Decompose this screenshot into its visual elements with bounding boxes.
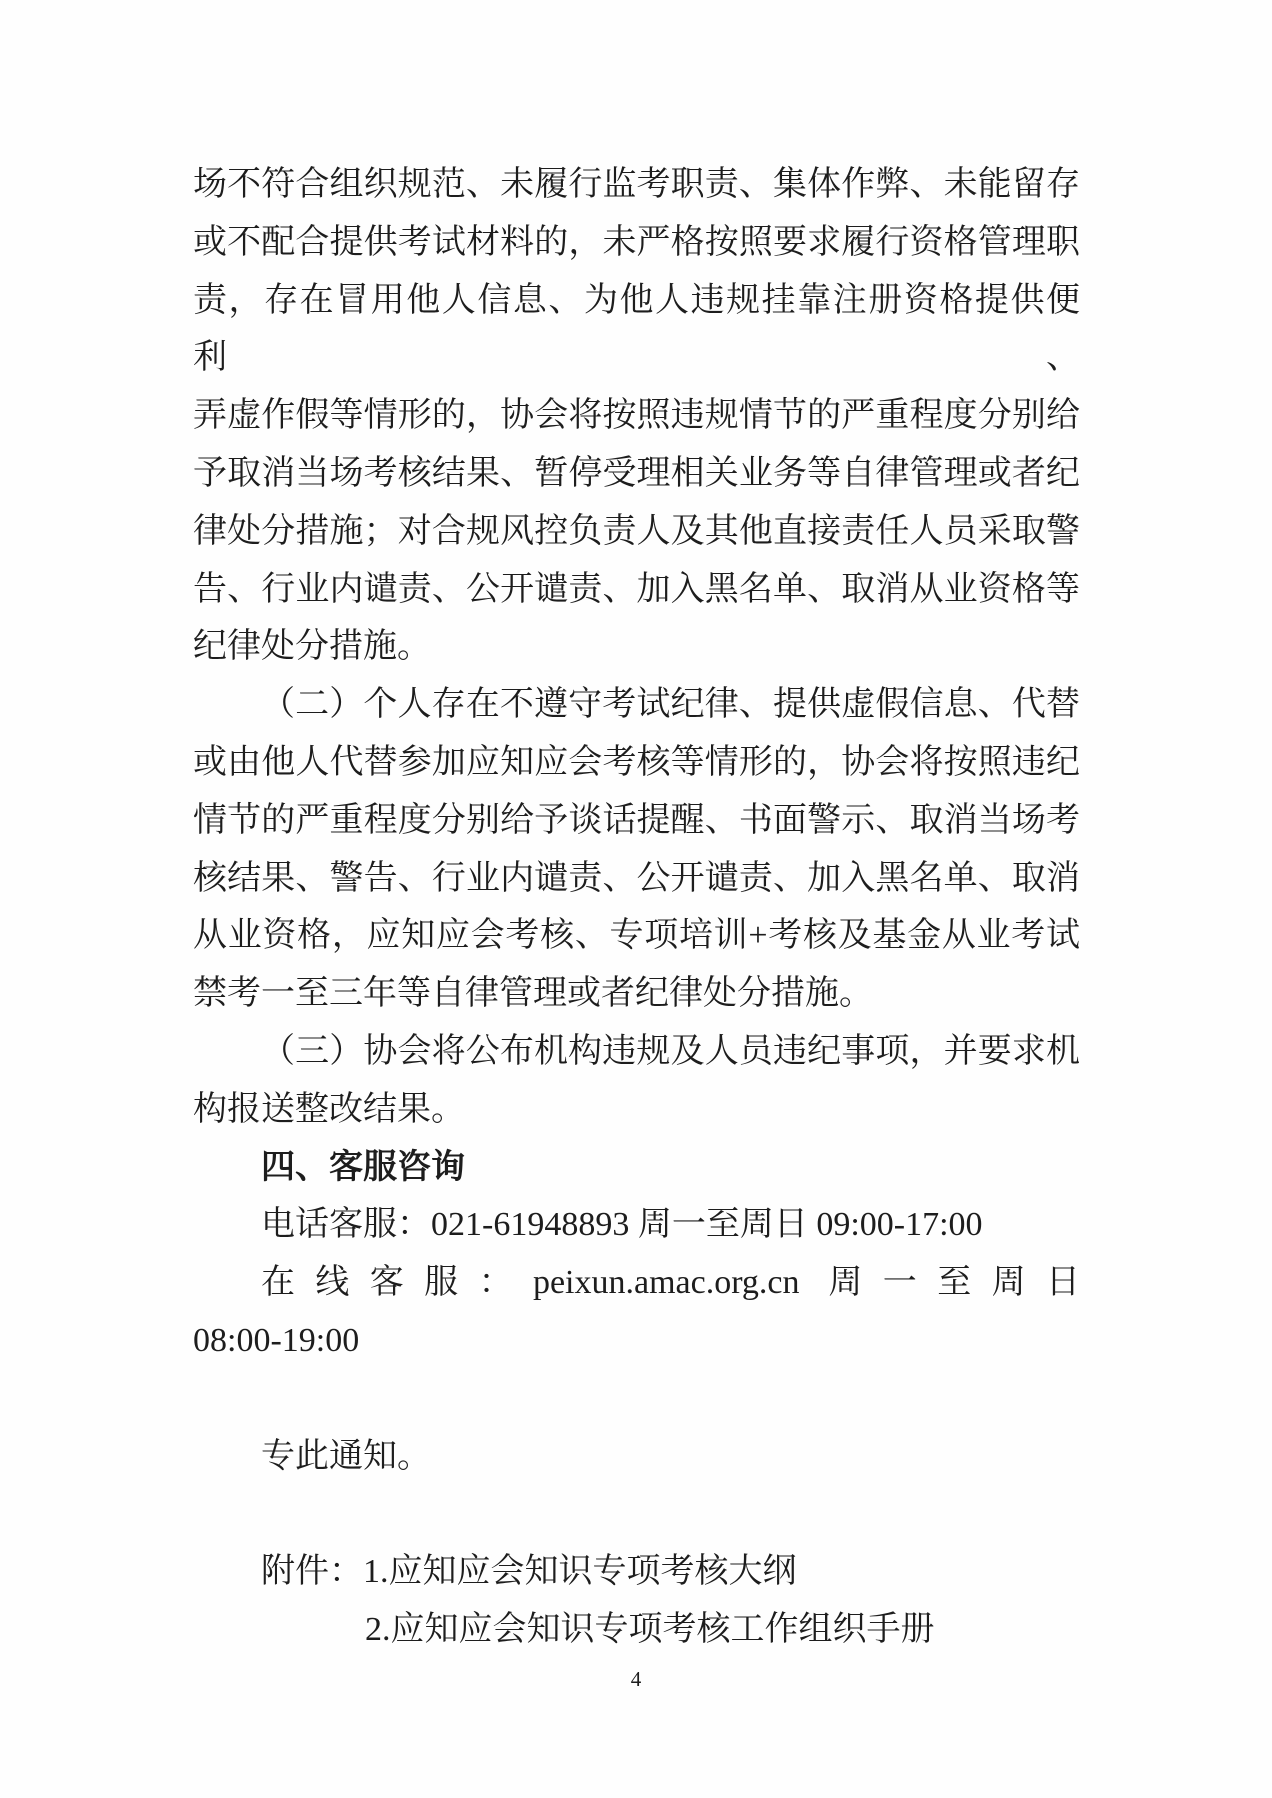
body-text-line: 责，存在冒用他人信息、为他人违规挂靠注册资格提供便利、 [193, 281, 1080, 377]
body-text-line: 从业资格，应知应会考核、专项培训+考核及基金从业考试 [193, 917, 1080, 955]
body-text-line: （三）协会将公布机构违规及人员违纪事项，并要求机 [261, 1032, 1080, 1070]
body-text-line: 或不配合提供考试材料的，未严格按照要求履行资格管理职 [193, 223, 1080, 261]
section-heading-customer-service: 四、客服咨询 [261, 1147, 465, 1186]
body-text-line: （二）个人存在不遵守考试纪律、提供虚假信息、代替 [261, 686, 1080, 724]
online-support-line: 08:00-19:00 [193, 1321, 360, 1359]
page-number: 4 [630, 1667, 642, 1691]
body-text-line: 禁考一至三年等自律管理或者纪律处分措施。 [193, 975, 873, 1013]
body-text-line: 场不符合组织规范、未履行监考职责、集体作弊、未能留存 [193, 166, 1080, 203]
body-text-line: 核结果、警告、行业内谴责、公开谴责、加入黑名单、取消 [193, 859, 1080, 897]
body-text-line: 情节的严重程度分别给予谈话提醒、书面警示、取消当场考 [193, 801, 1080, 839]
body-text-line: 纪律处分措施。 [193, 628, 431, 666]
attachment-line-1: 附件：1.应知应会知识专项考核大纲 [261, 1553, 797, 1591]
body-text-line: 予取消当场考核结果、暂停受理相关业务等自律管理或者纪 [193, 454, 1080, 492]
body-text-line: 构报送整改结果。 [193, 1090, 465, 1128]
document-body [193, 156, 1080, 1659]
closing-line: 专此通知。 [261, 1437, 431, 1475]
phone-support-line: 电话客服：021-61948893 周一至周日 09:00-17:00 [261, 1206, 983, 1244]
online-support-line: 在线客服：peixun.amac.org.cn 周一至周日 [261, 1264, 1080, 1302]
body-text-line: 弄虚作假等情形的，协会将按照违规情节的严重程度分别给 [193, 397, 1080, 435]
body-text-line: 告、行业内谴责、公开谴责、加入黑名单、取消从业资格等 [193, 570, 1080, 608]
body-text-line: 律处分措施；对合规风控负责人及其他直接责任人员采取警 [193, 512, 1080, 550]
attachment-line-2: 2.应知应会知识专项考核工作组织手册 [365, 1610, 935, 1648]
body-text-line: 或由他人代替参加应知应会考核等情形的，协会将按照违纪 [193, 743, 1080, 781]
